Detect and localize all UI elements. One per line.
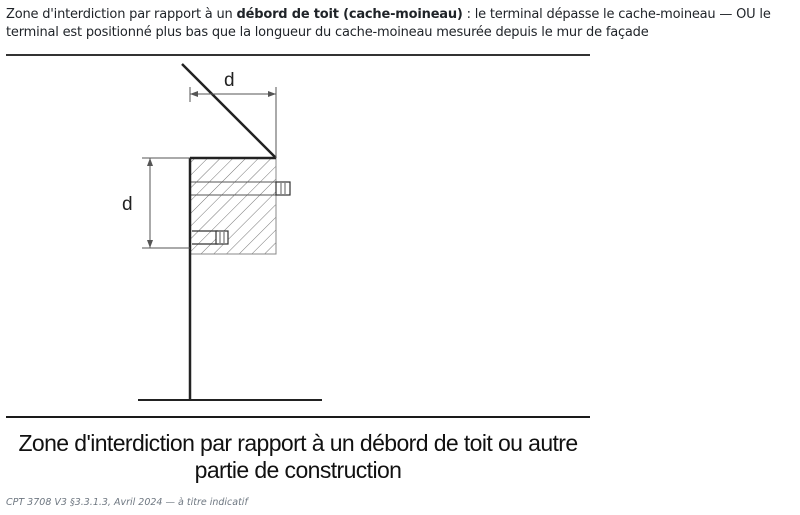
terminal-lower — [216, 231, 228, 244]
caption-line-2: partie de construction — [194, 457, 402, 483]
side-dimension-arrow-bottom — [147, 240, 153, 248]
intro-text — [6, 6, 798, 42]
top-dimension-arrow-left — [190, 91, 198, 97]
source-note: CPT 3708 V3 §3.3.1.3, Avril 2024 — à titre indicatif — [6, 497, 248, 508]
intro-prefix: Zone d'interdiction par rapport à un — [6, 7, 237, 22]
side-dimension-arrow-top — [147, 158, 153, 166]
top-dimension-label: d — [224, 70, 235, 91]
intro-suffix: : le terminal dépasse le cache-moineau — OU le terminal est positionné plus bas que la longueur du cache-moineau mesurée depuis le mur de façade — [6, 7, 771, 40]
terminal-upper — [276, 182, 290, 195]
caption-box — [6, 416, 590, 490]
side-dimension-label: d — [122, 194, 133, 215]
roof-overhang-diagram — [6, 54, 590, 490]
top-dimension-arrow-right — [268, 91, 276, 97]
diagram-caption — [6, 430, 590, 484]
intro-bold-term: débord de toit (cache-moineau) — [236, 7, 463, 22]
caption-line-1: Zone d'interdiction par rapport à un débord de toit ou autre — [18, 430, 578, 456]
forbidden-zone — [190, 158, 276, 254]
